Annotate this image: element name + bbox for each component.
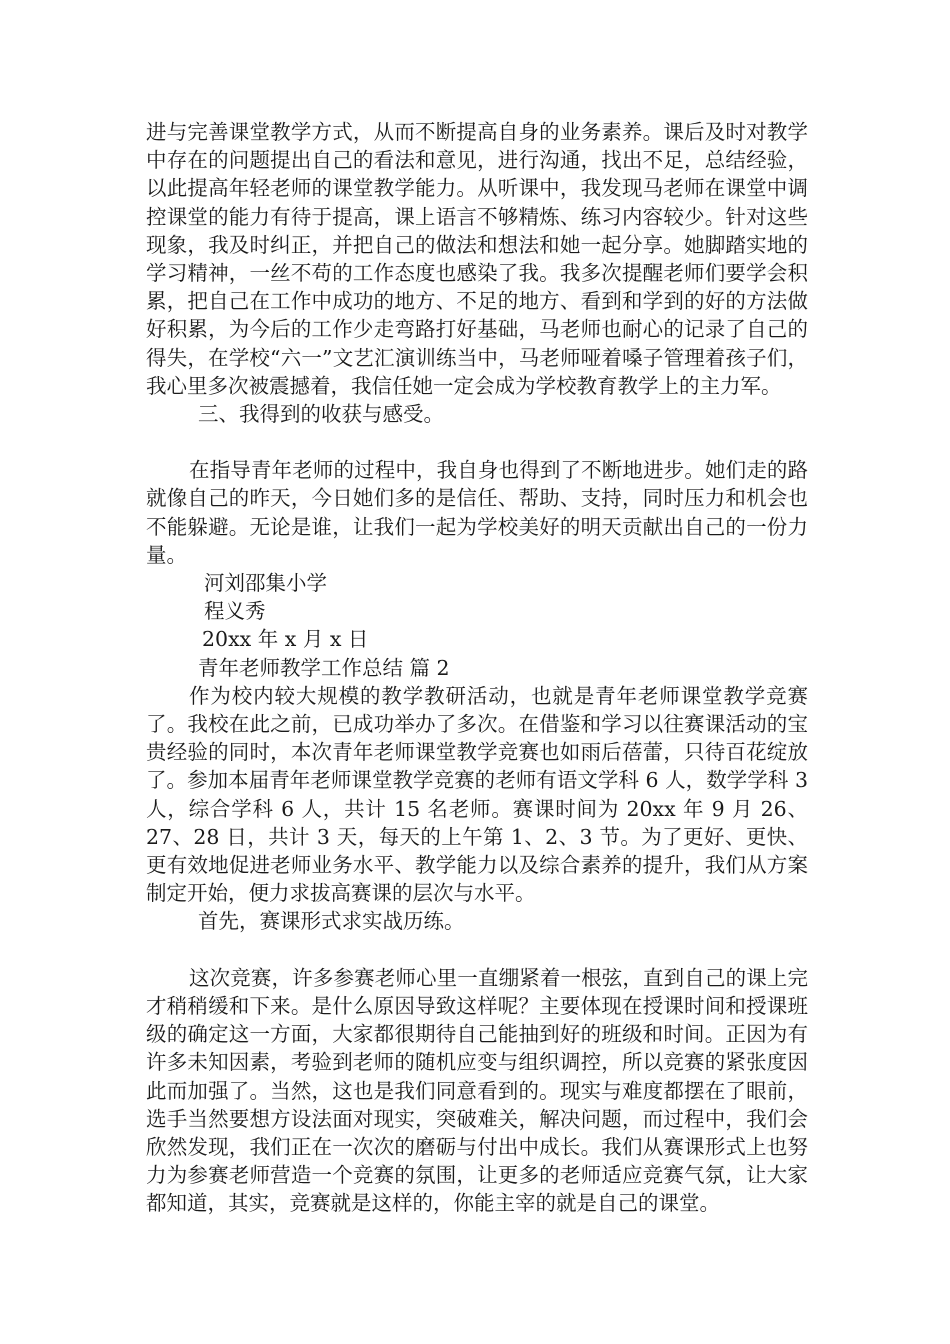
paragraph-harvest: 在指导青年老师的过程中，我自身也得到了不断地进步。她们走的路就像自己的昨天，今日她们多的是信任、帮助、支持，同时压力和机会也不能躲避。无论是谁，让我们一起为学校美好的明天贡献出自己的一份力量。 bbox=[146, 458, 808, 567]
signature-author: 程义秀 bbox=[204, 599, 266, 624]
document-page bbox=[146, 118, 808, 1218]
section-heading: 三、我得到的收获与感受。 bbox=[198, 402, 444, 427]
signature-date: 20xx 年 x 月 x 日 bbox=[202, 627, 369, 652]
paragraph-intro: 作为校内较大规模的教学教研活动，也就是青年老师课堂教学竞赛了。我校在此之前，已成功举办了多次。在借鉴和学习以往赛课活动的宝贵经验的同时，本次青年老师课堂教学竞赛也如雨后蓓蕾，只待百花绽放了。参加本届青年老师课堂教学竞赛的老师有语文学科 6 人，数学学科 3 人，综合学科 6 人，共计 15 名老师。赛课时间为 20xx 年 9 月 26、27、28 日，共计 3 天，每天的上午第 1、2、3 节。为了更好、更快、更有效地促进老师业务水平、教学能力以及综合素养的提升，我们从方案制定开始，便力求拔高赛课的层次与水平。 bbox=[146, 683, 808, 906]
article-title: 青年老师教学工作总结 篇 2 bbox=[198, 655, 450, 680]
paragraph-continuation: 进与完善课堂教学方式，从而不断提高自身的业务素养。课后及时对教学中存在的问题提出自己的看法和意见，进行沟通，找出不足，总结经验，以此提高年轻老师的课堂教学能力。从听课中，我发现马老师在课堂中调控课堂的能力有待于提高，课上语言不够精炼、练习内容较少。针对这些现象，我及时纠正，并把自己的做法和想法和她一起分享。她脚踏实地的学习精神，一丝不苟的工作态度也感染了我。我多次提醒老师们要学会积累，把自己在工作中成功的地方、不足的地方、看到和学到的好的方法做好积累，为今后的工作少走弯路打好基础，马老师也耐心的记录了自己的得失，在学校“六一”文艺汇演训练当中，马老师哑着嗓子管理着孩子们，我心里多次被震撼着，我信任她一定会成为学校教育教学上的主力军。 bbox=[146, 120, 808, 398]
subheading-first: 首先，赛课形式求实战历练。 bbox=[198, 909, 465, 934]
paragraph-competition: 这次竞赛，许多参赛老师心里一直绷紧着一根弦，直到自己的课上完才稍稍缓和下来。是什么原因导致这样呢？主要体现在授课时间和授课班级的确定这一方面，大家都很期待自己能抽到好的班级和时间。正因为有许多未知因素，考验到老师的随机应变与组织调控，所以竞赛的紧张度因此而加强了。当然，这也是我们同意看到的。现实与难度都摆在了眼前，选手当然要想方设法面对现实，突破难关，解决问题，而过程中，我们会欣然发现，我们正在一次次的磨砺与付出中成长。我们从赛课形式上也努力为参赛老师营造一个竞赛的氛围，让更多的老师适应竞赛气氛，让大家都知道，其实，竞赛就是这样的，你能主宰的就是自己的课堂。 bbox=[146, 965, 808, 1216]
signature-school: 河刘邵集小学 bbox=[204, 571, 327, 596]
